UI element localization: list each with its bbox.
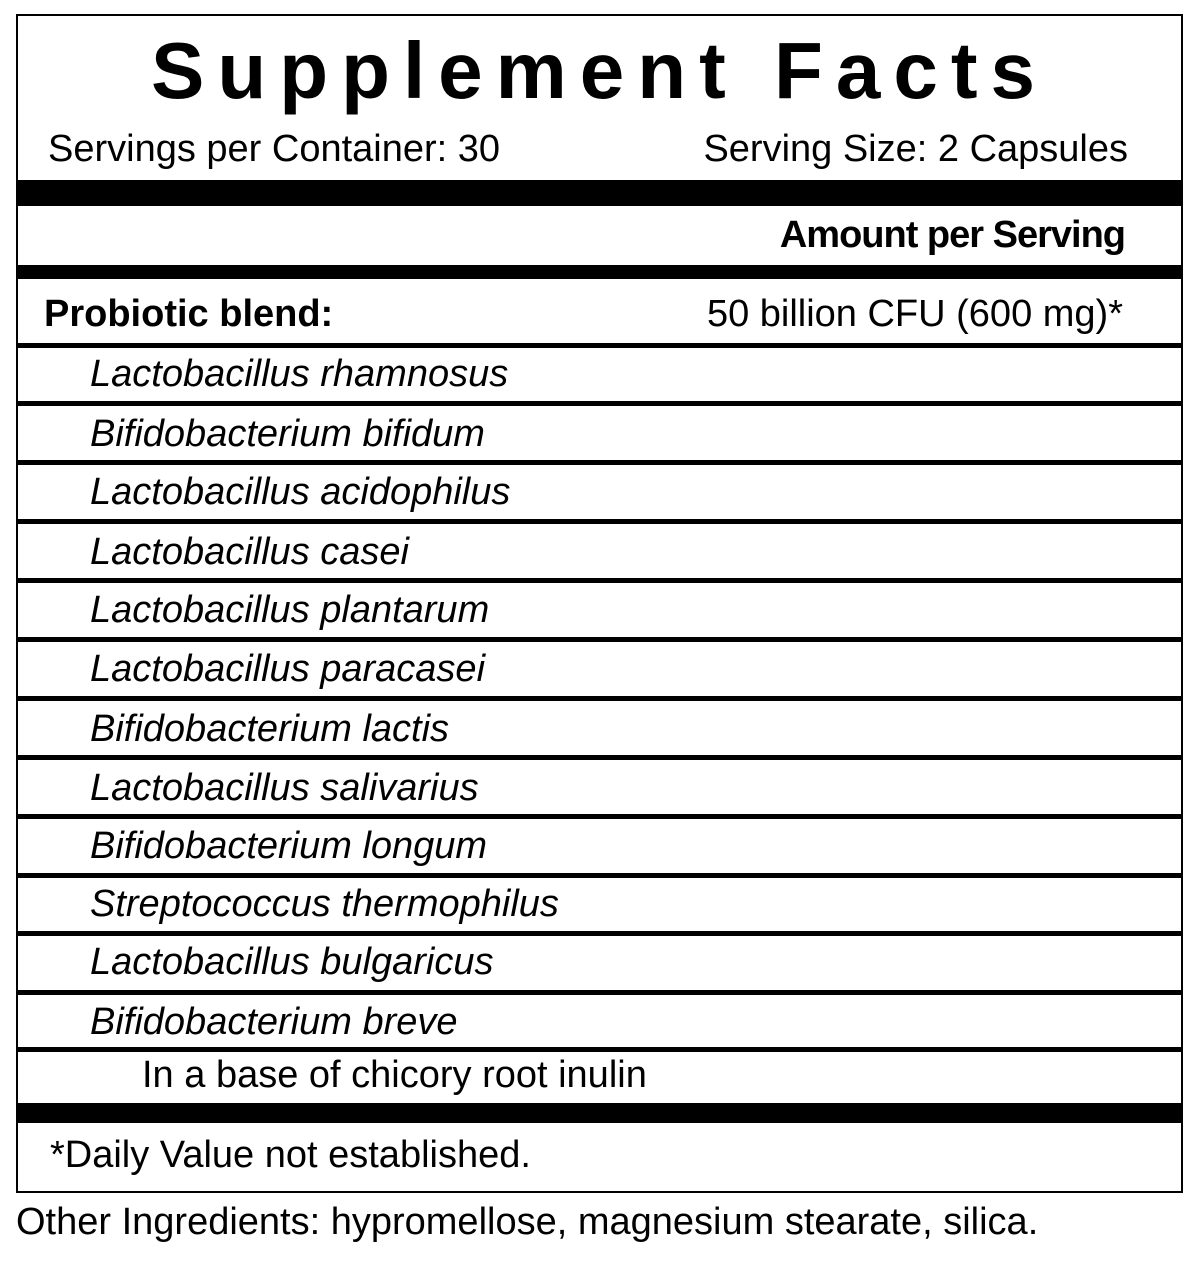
row-divider — [18, 578, 1181, 583]
row-divider — [18, 814, 1181, 819]
servings-per-container: Servings per Container: 30 — [48, 128, 501, 170]
amount-per-serving-header: Amount per Serving — [779, 214, 1125, 256]
row-divider — [18, 637, 1181, 642]
panel-title: Supplement Facts — [150, 26, 1049, 115]
row-divider — [18, 990, 1181, 995]
daily-value-footnote: *Daily Value not established. — [50, 1134, 531, 1176]
strain-row: Bifidobacterium longum — [90, 825, 488, 867]
row-divider — [18, 460, 1181, 465]
row-divider — [18, 755, 1181, 760]
supplement-facts-panel — [16, 14, 1183, 1193]
strain-row: Lactobacillus casei — [90, 531, 409, 573]
strain-row: Lactobacillus salivarius — [90, 767, 479, 809]
row-divider — [18, 696, 1181, 701]
strain-row: Streptococcus thermophilus — [90, 883, 559, 925]
strain-row: Bifidobacterium bifidum — [90, 413, 485, 455]
strain-row: Lactobacillus rhamnosus — [90, 353, 509, 395]
medium-divider — [18, 265, 1181, 279]
serving-size: Serving Size: 2 Capsules — [703, 128, 1128, 170]
strain-row: Lactobacillus acidophilus — [90, 471, 511, 513]
strain-row: Bifidobacterium lactis — [90, 708, 450, 750]
strain-row: Lactobacillus paracasei — [90, 648, 486, 690]
base-ingredient-line: In a base of chicory root inulin — [142, 1054, 647, 1096]
probiotic-blend-row — [44, 283, 1123, 345]
thick-divider — [18, 180, 1181, 206]
strain-row: Lactobacillus bulgaricus — [90, 941, 494, 983]
row-divider — [18, 519, 1181, 524]
strain-row: Lactobacillus plantarum — [90, 589, 490, 631]
serving-info — [48, 126, 1128, 172]
blend-amount: 50 billion CFU (600 mg)* — [706, 293, 1123, 335]
strain-row: Bifidobacterium breve — [90, 1001, 458, 1043]
other-ingredients: Other Ingredients: hypromellose, magnesium stearate, silica. — [16, 1201, 1039, 1243]
row-divider — [18, 401, 1181, 406]
bottom-thick-divider — [18, 1103, 1181, 1123]
blend-name: Probiotic blend: — [44, 293, 334, 335]
